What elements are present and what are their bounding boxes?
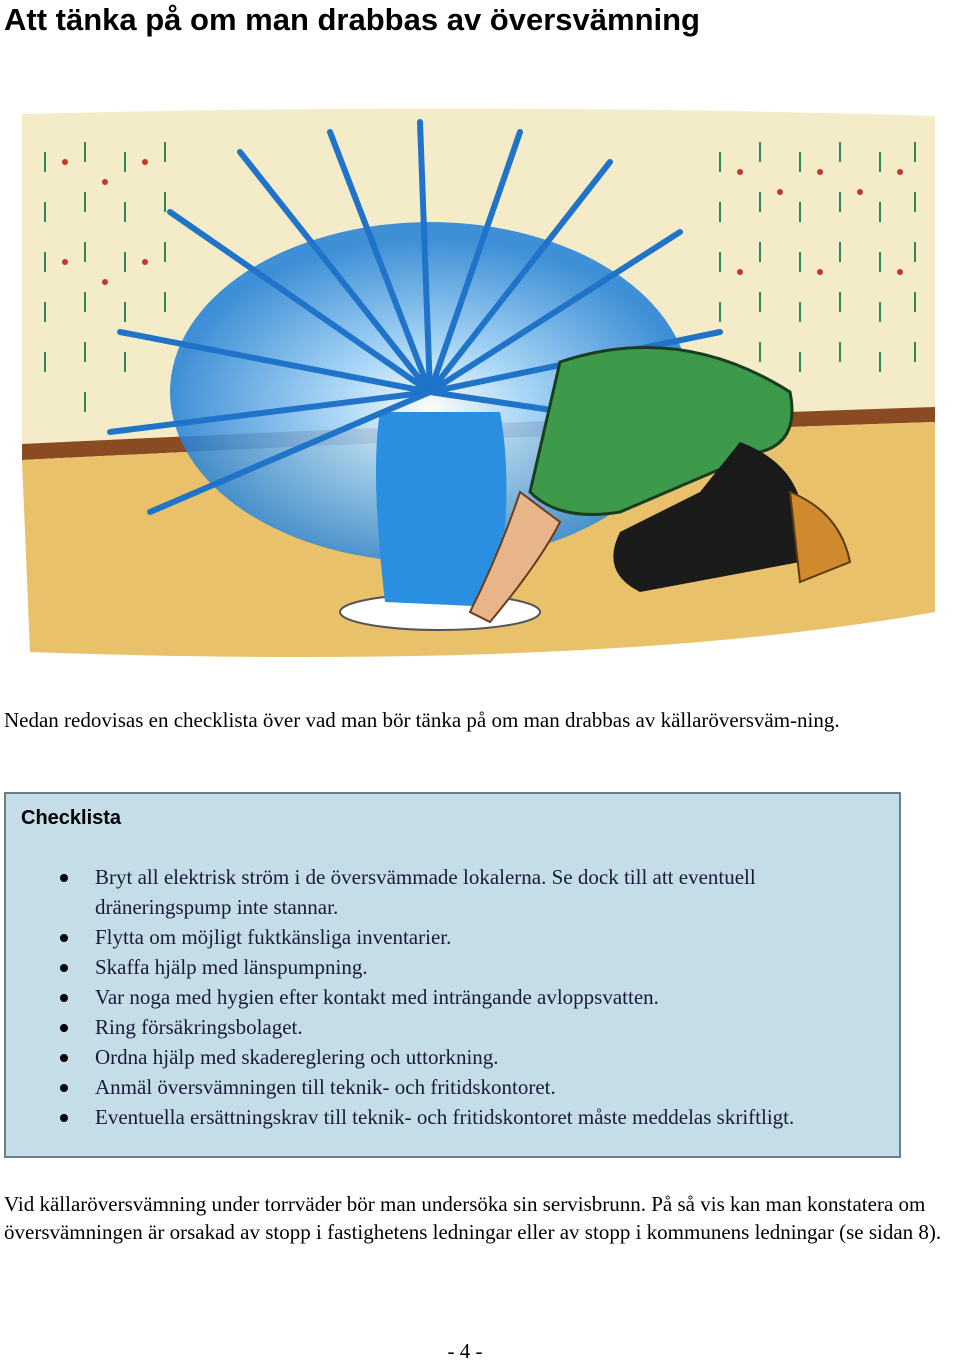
- bullet-icon: [60, 1084, 68, 1092]
- list-item: Anmäl översvämningen till teknik- och fritidskontoret.: [6, 1072, 866, 1102]
- bullet-icon: [60, 964, 68, 972]
- bullet-icon: [60, 1114, 68, 1122]
- list-item: Ordna hjälp med skadereglering och uttorkning.: [6, 1042, 866, 1072]
- checklist-heading: Checklista: [21, 807, 122, 829]
- page-title: Att tänka på om man drabbas av översvämning: [4, 2, 700, 37]
- list-item: Ring försäkringsbolaget.: [6, 1012, 866, 1042]
- list-item: Eventuella ersättningskrav till teknik- och fritidskontoret måste meddelas skriftligt.: [6, 1102, 866, 1132]
- page-number: - 4 -: [447, 1339, 483, 1363]
- list-item: Var noga med hygien efter kontakt med inträngande avloppsvatten.: [6, 982, 866, 1012]
- list-item: Skaffa hjälp med länspumpning.: [6, 952, 866, 982]
- bullet-icon: [60, 934, 68, 942]
- bullet-icon: [60, 1024, 68, 1032]
- bullet-icon: [60, 1054, 68, 1062]
- checklist-items: [6, 862, 866, 1132]
- flood-illustration: [0, 92, 960, 692]
- list-item: Bryt all elektrisk ström i de översvämmade lokalerna. Se dock till att eventuell dräneringspump inte stannar.: [6, 862, 866, 922]
- list-item: Flytta om möjligt fuktkänsliga inventarier.: [6, 922, 866, 952]
- intro-paragraph: Nedan redovisas en checklista över vad man bör tänka på om man drabbas av källaröversväm-ning.: [4, 708, 840, 732]
- bullet-icon: [60, 874, 68, 882]
- bullet-icon: [60, 994, 68, 1002]
- outro-paragraph: Vid källaröversvämning under torrväder bör man undersöka sin servisbrunn. På så vis kan man konstatera om översvämningen är orsakad av stopp i fastighetens ledningar eller av stopp i kommunens ledningar (se sidan 8).: [4, 1192, 942, 1244]
- checklist-box: [4, 792, 901, 1158]
